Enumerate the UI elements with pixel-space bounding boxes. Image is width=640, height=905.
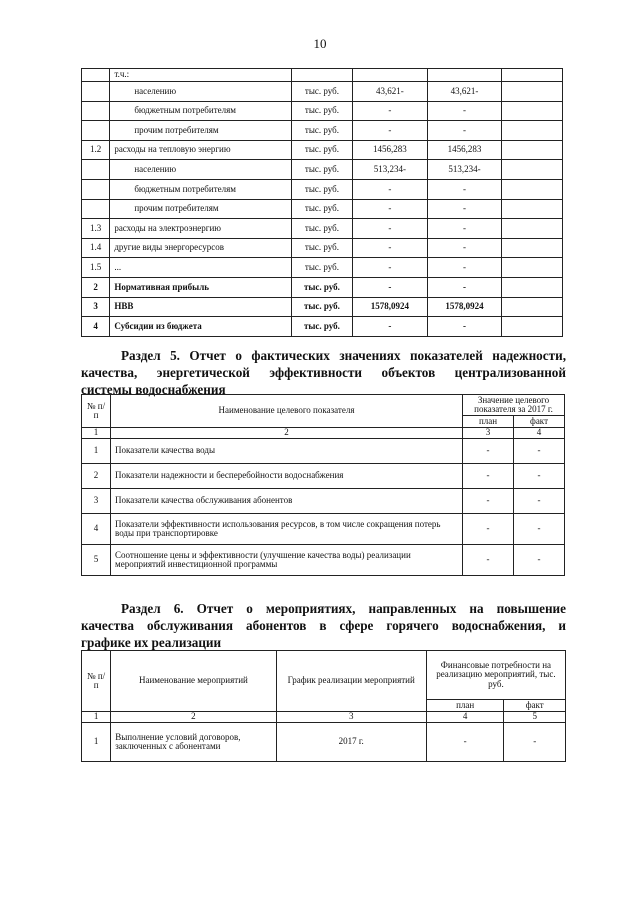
row-name: расходы на тепловую энергию bbox=[110, 140, 292, 160]
row-plan-value: 1456,283 bbox=[352, 140, 427, 160]
row-number bbox=[82, 160, 110, 180]
header-finance: Финансовые потребности на реализацию мероприятий, тыс. руб. bbox=[426, 651, 565, 700]
row-empty-cell bbox=[502, 179, 563, 199]
row-name: прочим потребителям bbox=[110, 199, 292, 219]
row-fact-value: - bbox=[427, 199, 502, 219]
row-name: т.ч.: bbox=[110, 69, 292, 82]
row-fact-value bbox=[427, 69, 502, 82]
row-unit: тыс. руб. bbox=[291, 140, 352, 160]
row-plan-value: - bbox=[352, 121, 427, 141]
row-fact-value: 1578,0924 bbox=[427, 297, 502, 317]
row-plan-value: - bbox=[463, 464, 514, 489]
row-fact-value: - bbox=[427, 238, 502, 258]
table-row bbox=[82, 277, 563, 297]
indicators-table bbox=[81, 394, 565, 576]
row-number: 3 bbox=[82, 489, 111, 514]
row-plan-value: - bbox=[426, 723, 504, 762]
row-fact-value: - bbox=[427, 121, 502, 141]
row-number: 1.4 bbox=[82, 238, 110, 258]
row-plan-value: 513,234- bbox=[352, 160, 427, 180]
col-index: 5 bbox=[504, 712, 566, 723]
row-plan-value: - bbox=[352, 258, 427, 278]
row-unit: тыс. руб. bbox=[291, 179, 352, 199]
row-name: бюджетным потребителям bbox=[110, 179, 292, 199]
row-name: бюджетным потребителям bbox=[110, 101, 292, 121]
row-number bbox=[82, 82, 110, 102]
row-plan-value: - bbox=[352, 277, 427, 297]
table-row bbox=[82, 160, 563, 180]
row-empty-cell bbox=[502, 277, 563, 297]
row-plan-value: - bbox=[463, 439, 514, 464]
row-name: Показатели надежности и бесперебойности водоснабжения bbox=[111, 464, 463, 489]
row-unit: тыс. руб. bbox=[291, 277, 352, 297]
section-6-heading-line: качества обслуживания абонентов в сфере горячего водоснабжения, и bbox=[81, 618, 566, 633]
cost-table bbox=[81, 68, 563, 337]
header-schedule: График реализации мероприятий bbox=[276, 651, 426, 712]
section-5-heading-line: системы водоснабжения bbox=[81, 382, 226, 397]
header-indicator-value: Значение целевого показателя за 2017 г. bbox=[463, 395, 565, 416]
header-num: № п/п bbox=[82, 395, 111, 428]
header-measure-name: Наименование мероприятий bbox=[111, 651, 276, 712]
header-fact: факт bbox=[504, 700, 566, 712]
row-empty-cell bbox=[502, 69, 563, 82]
table-row bbox=[82, 121, 563, 141]
row-plan-value: 1578,0924 bbox=[352, 297, 427, 317]
row-fact-value: - bbox=[427, 317, 502, 337]
row-number: 2 bbox=[82, 464, 111, 489]
row-plan-value: - bbox=[352, 199, 427, 219]
table-row bbox=[82, 238, 563, 258]
table-row bbox=[82, 140, 563, 160]
table-row bbox=[82, 199, 563, 219]
col-index: 4 bbox=[514, 428, 565, 439]
row-fact-value: 513,234- bbox=[427, 160, 502, 180]
row-empty-cell bbox=[502, 238, 563, 258]
row-number bbox=[82, 121, 110, 141]
header-num: № п/п bbox=[82, 651, 111, 712]
row-empty-cell bbox=[502, 297, 563, 317]
col-index: 1 bbox=[82, 428, 111, 439]
header-plan: план bbox=[426, 700, 504, 712]
row-plan-value: - bbox=[352, 179, 427, 199]
row-unit bbox=[291, 69, 352, 82]
table-row bbox=[82, 489, 565, 514]
col-index: 2 bbox=[111, 428, 463, 439]
row-fact-value: 1456,283 bbox=[427, 140, 502, 160]
row-number: 2 bbox=[82, 277, 110, 297]
row-fact-value: - bbox=[514, 489, 565, 514]
row-plan-value: - bbox=[352, 238, 427, 258]
row-fact-value: - bbox=[514, 545, 565, 576]
row-empty-cell bbox=[502, 140, 563, 160]
col-index: 1 bbox=[82, 712, 111, 723]
row-plan-value: - bbox=[463, 545, 514, 576]
row-plan-value bbox=[352, 69, 427, 82]
header-fact: факт bbox=[514, 416, 565, 428]
table-row bbox=[82, 317, 563, 337]
row-number: 1 bbox=[82, 723, 111, 762]
row-plan-value: - bbox=[352, 317, 427, 337]
table-row bbox=[82, 219, 563, 239]
row-plan-value: - bbox=[463, 489, 514, 514]
row-empty-cell bbox=[502, 199, 563, 219]
row-fact-value: - bbox=[514, 464, 565, 489]
row-empty-cell bbox=[502, 258, 563, 278]
row-schedule: 2017 г. bbox=[276, 723, 426, 762]
row-number bbox=[82, 101, 110, 121]
col-index: 2 bbox=[111, 712, 276, 723]
header-indicator-name: Наименование целевого показателя bbox=[111, 395, 463, 428]
row-fact-value: - bbox=[427, 179, 502, 199]
row-unit: тыс. руб. bbox=[291, 219, 352, 239]
measures-table bbox=[81, 650, 566, 762]
row-name: другие виды энергоресурсов bbox=[110, 238, 292, 258]
row-fact-value: - bbox=[427, 101, 502, 121]
row-name: Показатели качества воды bbox=[111, 439, 463, 464]
row-fact-value: - bbox=[514, 514, 565, 545]
row-number: 4 bbox=[82, 317, 110, 337]
row-unit: тыс. руб. bbox=[291, 121, 352, 141]
row-plan-value: - bbox=[352, 219, 427, 239]
row-fact-value: 43,621- bbox=[427, 82, 502, 102]
row-number: 1 bbox=[82, 439, 111, 464]
row-name: Соотношение цены и эффективности (улучшение качества воды) реализации мероприятий инвестиционной программы bbox=[111, 545, 463, 576]
row-name: Субсидии из бюджета bbox=[110, 317, 292, 337]
table-row bbox=[82, 82, 563, 102]
row-name: прочим потребителям bbox=[110, 121, 292, 141]
section-5-heading-line: Раздел 5. Отчет о фактических значениях показателей надежности, bbox=[121, 348, 566, 363]
row-plan-value: 43,621- bbox=[352, 82, 427, 102]
row-empty-cell bbox=[502, 82, 563, 102]
row-number bbox=[82, 199, 110, 219]
row-number: 5 bbox=[82, 545, 111, 576]
row-number: 1.2 bbox=[82, 140, 110, 160]
row-unit: тыс. руб. bbox=[291, 101, 352, 121]
row-name: населению bbox=[110, 160, 292, 180]
row-number: 1.3 bbox=[82, 219, 110, 239]
section-6-heading bbox=[81, 600, 566, 651]
section-6-heading-line: графике их реализации bbox=[81, 635, 222, 650]
col-index: 4 bbox=[426, 712, 504, 723]
row-name: Показатели качества обслуживания абонентов bbox=[111, 489, 463, 514]
row-unit: тыс. руб. bbox=[291, 317, 352, 337]
table-row bbox=[82, 69, 563, 82]
row-number: 4 bbox=[82, 514, 111, 545]
row-name: расходы на электроэнергию bbox=[110, 219, 292, 239]
table-row bbox=[82, 297, 563, 317]
page-number: 10 bbox=[313, 36, 327, 51]
row-name: ... bbox=[110, 258, 292, 278]
row-empty-cell bbox=[502, 121, 563, 141]
table-row bbox=[82, 258, 563, 278]
row-unit: тыс. руб. bbox=[291, 199, 352, 219]
table-row bbox=[82, 723, 566, 762]
row-unit: тыс. руб. bbox=[291, 82, 352, 102]
row-number: 3 bbox=[82, 297, 110, 317]
row-unit: тыс. руб. bbox=[291, 238, 352, 258]
table-row bbox=[82, 101, 563, 121]
row-fact-value: - bbox=[427, 219, 502, 239]
row-number bbox=[82, 69, 110, 82]
row-fact-value: - bbox=[427, 277, 502, 297]
row-empty-cell bbox=[502, 101, 563, 121]
table-row bbox=[82, 464, 565, 489]
header-plan: план bbox=[463, 416, 514, 428]
row-name: Выполнение условий договоров, заключенных с абонентами bbox=[111, 723, 276, 762]
section-5-heading-line: качества, энергетической эффективности объектов централизованной bbox=[81, 365, 566, 380]
row-unit: тыс. руб. bbox=[291, 297, 352, 317]
row-plan-value: - bbox=[352, 101, 427, 121]
row-fact-value: - bbox=[427, 258, 502, 278]
section-6-heading-line: Раздел 6. Отчет о мероприятиях, направленных на повышение bbox=[121, 601, 566, 616]
row-name: населению bbox=[110, 82, 292, 102]
row-plan-value: - bbox=[463, 514, 514, 545]
row-unit: тыс. руб. bbox=[291, 160, 352, 180]
col-index: 3 bbox=[463, 428, 514, 439]
row-fact-value: - bbox=[514, 439, 565, 464]
row-fact-value: - bbox=[504, 723, 566, 762]
table-row bbox=[82, 514, 565, 545]
col-index: 3 bbox=[276, 712, 426, 723]
row-empty-cell bbox=[502, 219, 563, 239]
row-name: НВВ bbox=[110, 297, 292, 317]
row-unit: тыс. руб. bbox=[291, 258, 352, 278]
table-row bbox=[82, 545, 565, 576]
section-5-heading bbox=[81, 347, 566, 398]
row-empty-cell bbox=[502, 317, 563, 337]
row-name: Показатели эффективности использования ресурсов, в том числе сокращения потерь воды при транспортировке bbox=[111, 514, 463, 545]
row-empty-cell bbox=[502, 160, 563, 180]
table-row bbox=[82, 179, 563, 199]
row-number bbox=[82, 179, 110, 199]
row-number: 1.5 bbox=[82, 258, 110, 278]
row-name: Нормативная прибыль bbox=[110, 277, 292, 297]
table-row bbox=[82, 439, 565, 464]
